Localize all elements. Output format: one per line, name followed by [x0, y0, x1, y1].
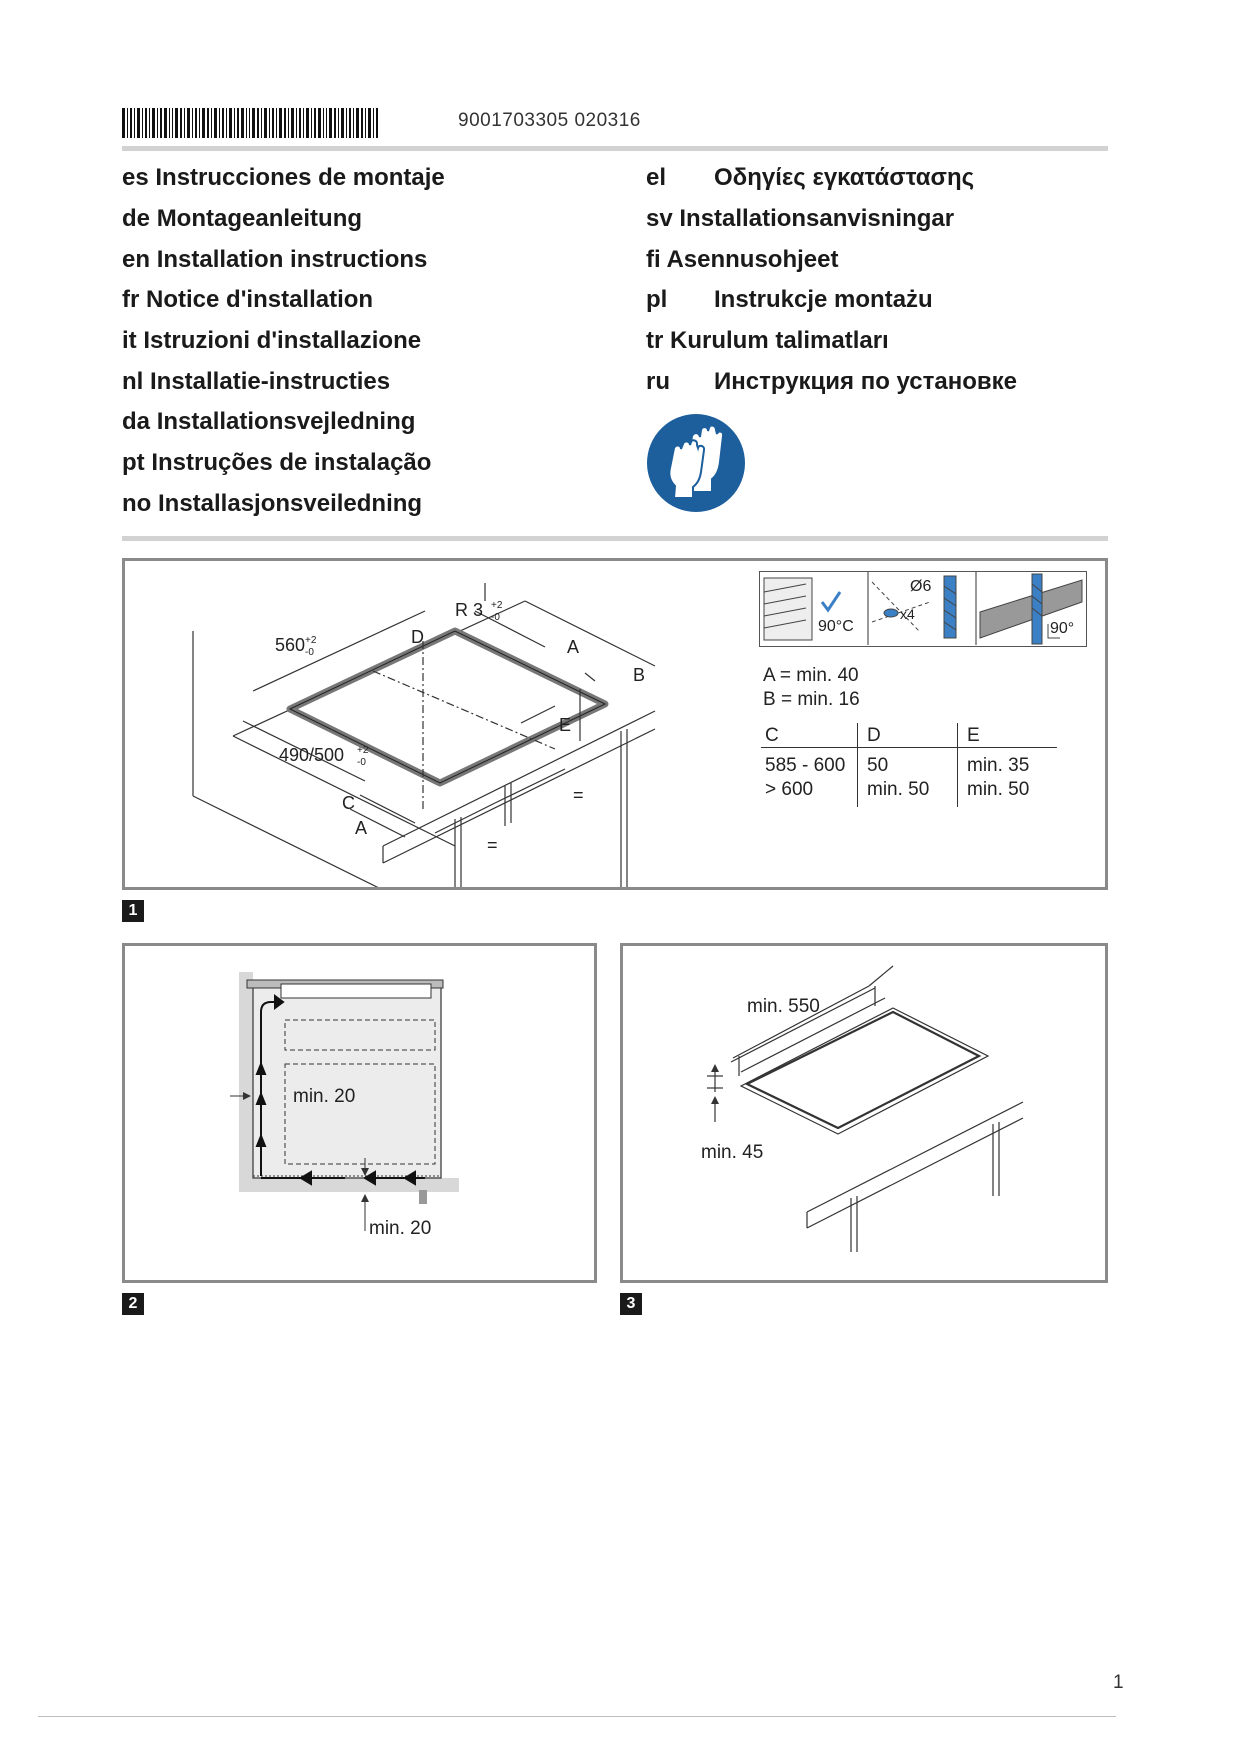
- table-cell: 585 - 600: [765, 755, 846, 776]
- language-de: [122, 205, 362, 233]
- spec-b: B = min. 16: [763, 689, 860, 710]
- language-code: en: [122, 246, 151, 273]
- radius-tol-plus: +2: [491, 600, 503, 611]
- thickness-clearance-label: min. 45: [701, 1142, 764, 1163]
- language-title: Инструкция по установке: [714, 368, 1018, 395]
- spec-a: A = min. 40: [763, 665, 859, 686]
- drill-diameter-label: Ø6: [910, 578, 932, 595]
- figure-number-1: 1: [122, 900, 144, 922]
- table-header-rule: [761, 747, 1057, 748]
- language-nl: [122, 368, 390, 396]
- table-column-rule: [957, 723, 958, 807]
- language-fr: [122, 286, 373, 314]
- depth-clearance-label: min. 550: [747, 996, 820, 1017]
- table-cell: min. 35: [967, 755, 1030, 776]
- table-header-c: C: [765, 725, 779, 746]
- language-code: el: [646, 164, 667, 191]
- depth-tol-minus: -0: [357, 757, 366, 768]
- language-title: Οδηγίες εγκατάστασης: [714, 164, 975, 191]
- language-title: Montageanleitung: [156, 205, 363, 232]
- figure-2-frame: [122, 943, 597, 1283]
- language-code: sv: [646, 205, 673, 232]
- language-ru: [646, 368, 1017, 396]
- language-no: [122, 490, 422, 518]
- table-header-e: E: [967, 725, 980, 746]
- language-code: no: [122, 490, 152, 517]
- language-code: tr: [646, 327, 664, 354]
- worktop-depth-diagram: [623, 946, 1105, 1280]
- language-es: [122, 164, 445, 192]
- table-column-rule: [857, 723, 858, 807]
- clearance-table: [761, 723, 1057, 813]
- side-clearance-label: min. 20: [293, 1086, 356, 1107]
- language-title: Installatie-instructies: [150, 368, 391, 395]
- width-tol-plus: +2: [305, 635, 317, 646]
- footer-rule: [38, 1716, 1116, 1717]
- figure-1-frame: [122, 558, 1108, 890]
- depth-dimension: 490/500: [279, 745, 345, 765]
- language-en: [122, 246, 427, 274]
- label-d: D: [411, 627, 424, 647]
- language-title: Kurulum talimatları: [670, 327, 889, 354]
- language-code: fr: [122, 286, 140, 313]
- language-title: Instruções de instalação: [151, 449, 432, 476]
- svg-text:560: [275, 635, 305, 655]
- table-cell: min. 50: [967, 779, 1030, 800]
- label-b: B: [633, 665, 646, 685]
- radius-label: R 3: [455, 600, 484, 620]
- document-number: 9001703305 020316: [458, 110, 641, 131]
- safety-gloves-icon: [646, 412, 746, 514]
- table-cell: > 600: [765, 779, 814, 800]
- language-title: Instrucciones de montaje: [155, 164, 445, 191]
- ventilation-diagram: [125, 946, 594, 1280]
- language-el: [646, 164, 974, 192]
- barcode: [122, 108, 378, 138]
- language-code: pt: [122, 449, 145, 476]
- language-title: Installasjonsveiledning: [158, 490, 423, 517]
- language-code: pl: [646, 286, 668, 313]
- label-a-bottom: A: [355, 818, 368, 838]
- tool-inset: [759, 571, 1087, 647]
- label-equal-right: =: [573, 785, 584, 805]
- drill-count-label: x4: [900, 606, 915, 622]
- language-code: da: [122, 408, 151, 435]
- bottom-clearance-label: min. 20: [369, 1218, 432, 1239]
- language-code: fi: [646, 246, 661, 273]
- table-header-d: D: [867, 725, 881, 746]
- angle-label: 90°: [1050, 620, 1075, 637]
- language-title: Istruzioni d'installazione: [143, 327, 422, 354]
- label-a-top: A: [567, 637, 580, 657]
- language-title: Asennusohjeet: [666, 246, 839, 273]
- section-rule: [122, 536, 1108, 541]
- depth-tol-plus: +2: [357, 745, 369, 756]
- temperature-label: 90°C: [818, 618, 854, 635]
- language-sv: [646, 205, 954, 233]
- language-title: Installation instructions: [156, 246, 428, 273]
- width-tol-minus: -0: [305, 647, 314, 658]
- language-tr: [646, 327, 889, 355]
- figure-number-2: 2: [122, 1293, 144, 1315]
- table-cell: min. 50: [867, 779, 930, 800]
- language-code: es: [122, 164, 149, 191]
- label-e: E: [559, 715, 572, 735]
- language-da: [122, 408, 415, 436]
- figure-number-3: 3: [620, 1293, 642, 1315]
- language-pl: [646, 286, 933, 314]
- language-code: nl: [122, 368, 144, 395]
- language-code: de: [122, 205, 151, 232]
- language-title: Installationsvejledning: [156, 408, 416, 435]
- page-number: 1: [1113, 1672, 1124, 1693]
- language-it: [122, 327, 421, 355]
- language-title: Installationsanvisningar: [679, 205, 955, 232]
- label-equal-left: =: [487, 835, 498, 855]
- language-code: it: [122, 327, 137, 354]
- label-c: C: [342, 793, 355, 813]
- language-title: Notice d'installation: [146, 286, 374, 313]
- language-title: Instrukcje montażu: [714, 286, 933, 313]
- radius-tol-minus: -0: [491, 612, 500, 623]
- language-code: ru: [646, 368, 670, 395]
- figure-3-frame: [620, 943, 1108, 1283]
- language-fi: [646, 246, 838, 274]
- width-dimension: 560: [275, 635, 306, 655]
- table-cell: 50: [867, 755, 889, 776]
- language-pt: [122, 449, 431, 477]
- header-rule: [122, 146, 1108, 151]
